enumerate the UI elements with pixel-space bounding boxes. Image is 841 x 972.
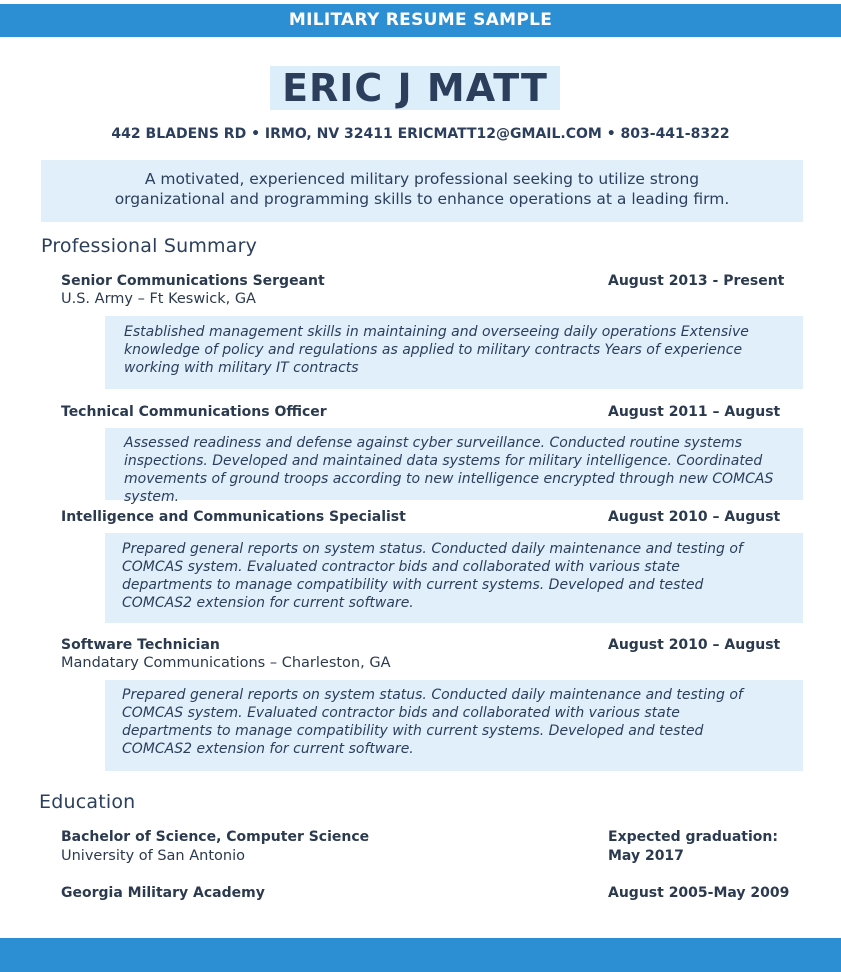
job-date: August 2010 – August (608, 509, 781, 525)
job-description (105, 316, 803, 389)
academy-dates: August 2005-May 2009 (608, 885, 790, 901)
job-description-text: Established management skills in maintaining and overseeing daily operations Extensive knowledge of policy and regulations as applied to military contracts Years of experience working with military IT contracts (124, 324, 749, 376)
job-org: U.S. Army – Ft Keswick, GA (61, 291, 256, 307)
footer-bar (0, 938, 841, 972)
job-title: Technical Communications Officer (61, 404, 327, 420)
graduation-label: Expected graduation: (608, 829, 778, 845)
resume-banner: MILITARY RESUME SAMPLE (0, 4, 841, 37)
section-title-education: Education (39, 791, 136, 813)
academy-title: Georgia Military Academy (61, 885, 265, 901)
job-date: August 2013 - Present (608, 273, 785, 289)
job-title: Senior Communications Sergeant (61, 273, 325, 289)
graduation-date: May 2017 (608, 848, 684, 864)
job-description-text: Prepared general reports on system status. Conducted daily maintenance and testing of COMCAS system. Evaluated contractor bids and collaborated with various state departments to manage compatibility with current systems. Developed and tested COMCAS2 extension for current software. (122, 541, 743, 611)
job-description-text: Prepared general reports on system status. Conducted daily maintenance and testing of COMCAS system. Evaluated contractor bids and collaborated with various state departments to manage compatibility with current systems. Developed and tested COMCAS2 extension for current software. (122, 687, 743, 757)
job-date: August 2011 – August (608, 404, 781, 420)
job-org: Mandatary Communications – Charleston, GA (61, 655, 391, 671)
job-description-text: Assessed readiness and defense against cyber surveillance. Conducted routine systems inspections. Developed and maintained data systems for military intelligence. Coordinated movements of ground troops according to new intelligence encrypted through new COMCAS system. (124, 435, 774, 505)
job-title: Intelligence and Communications Specialist (61, 509, 406, 525)
job-date: August 2010 – August (608, 637, 781, 653)
candidate-name: ERIC J MATT (282, 66, 548, 110)
job-description (105, 428, 803, 505)
school-name: University of San Antonio (61, 848, 245, 864)
degree-title: Bachelor of Science, Computer Science (61, 829, 370, 845)
contact-info: 442 BLADENS RD • IRMO, NV 32411 ERICMATT12@GMAIL.COM • 803-441-8322 (111, 126, 730, 142)
job-description (105, 680, 803, 771)
job-description (105, 533, 803, 623)
job-title: Software Technician (61, 637, 220, 653)
section-title-summary: Professional Summary (41, 235, 258, 257)
objective-statement: A motivated, experienced military professional seeking to utilize strong organizational and programming skills to enhance operations at a leading firm. (41, 160, 803, 222)
name-box (270, 66, 560, 110)
